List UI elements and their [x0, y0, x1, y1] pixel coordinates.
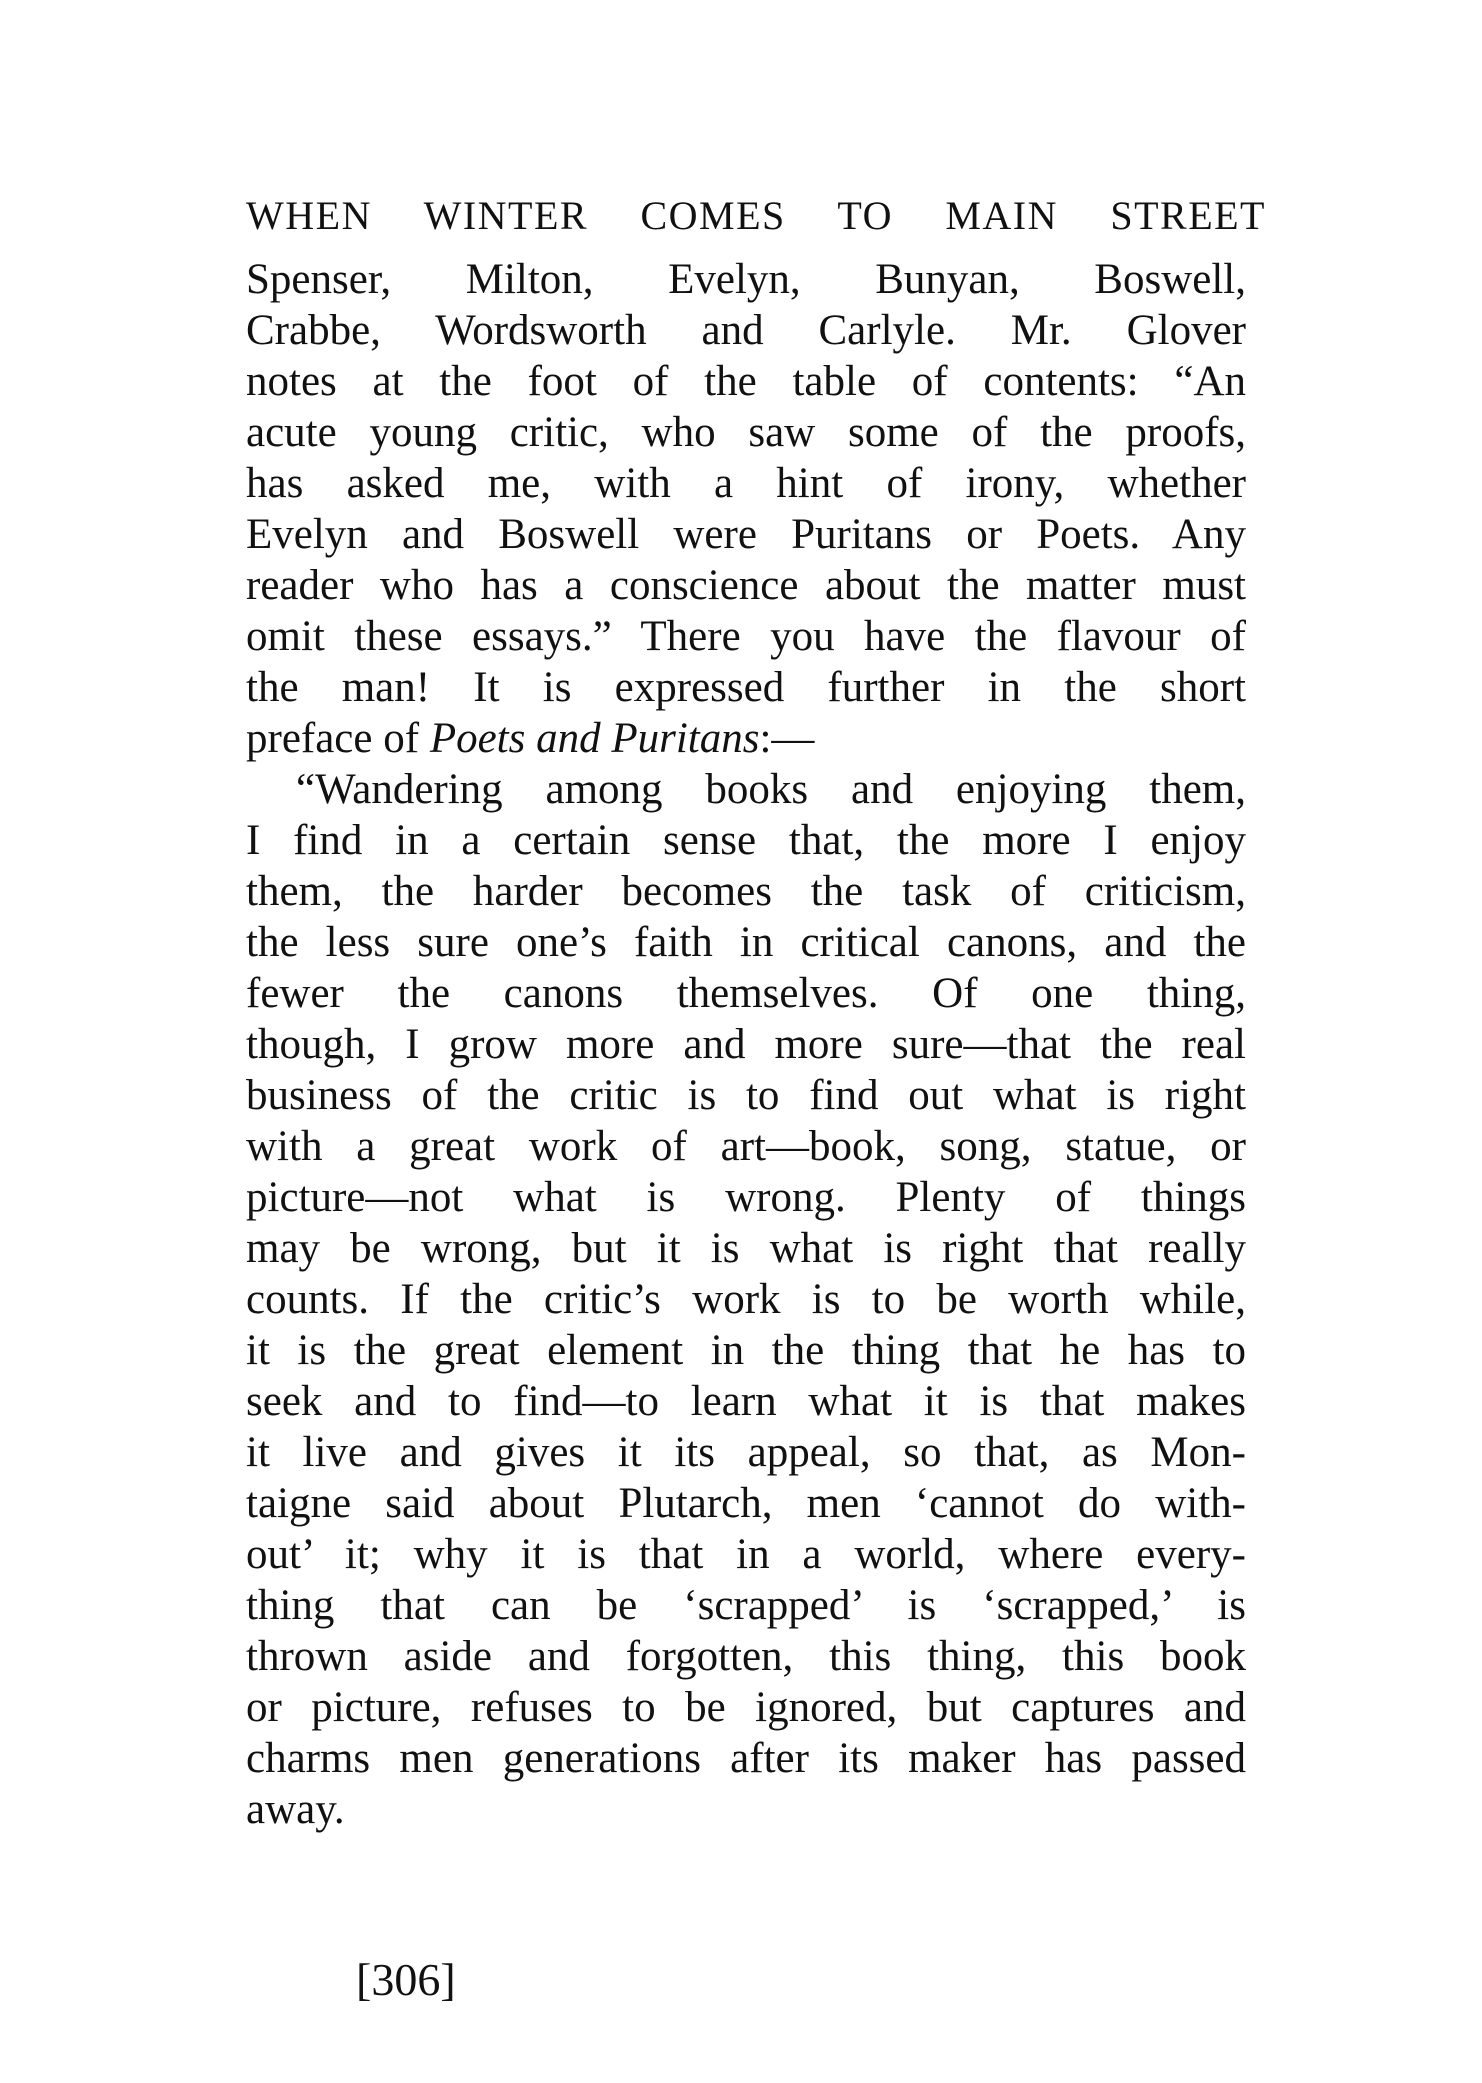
- preface-line: [246, 713, 1246, 764]
- quote-line: though, I grow more and more sure—that the real: [246, 1021, 1246, 1068]
- quote-line: “Wandering among books and enjoying them,: [296, 766, 1246, 813]
- page-number: [306]: [356, 1954, 456, 2005]
- text-line: acute young critic, who saw some of the proofs,: [246, 409, 1246, 456]
- quote-line: it live and gives it its appeal, so that, as Mon-: [246, 1429, 1246, 1476]
- text-line: reader who has a conscience about the matter must: [246, 562, 1246, 609]
- quote-line: counts. If the critic’s work is to be worth while,: [246, 1276, 1246, 1323]
- quote-line: thing that can be ‘scrapped’ is ‘scrapped,’ is: [246, 1582, 1246, 1629]
- body-text: [246, 254, 1246, 1835]
- preface-line-before: preface of: [246, 715, 430, 762]
- text-line: notes at the foot of the table of contents: “An: [246, 358, 1246, 405]
- quote-line: business of the critic is to find out what is right: [246, 1072, 1246, 1119]
- quote-line: away.: [246, 1786, 345, 1833]
- quote-line: taigne said about Plutarch, men ‘cannot do with-: [246, 1480, 1246, 1527]
- preface-line-after: :—: [759, 715, 815, 762]
- quote-line: may be wrong, but it is what is right that really: [246, 1225, 1246, 1272]
- text-line: Crabbe, Wordsworth and Carlyle. Mr. Glover: [246, 307, 1246, 354]
- quote-line: with a great work of art—book, song, statue, or: [246, 1123, 1246, 1170]
- text-line: has asked me, with a hint of irony, whether: [246, 460, 1246, 507]
- quote-line: I find in a certain sense that, the more I enjoy: [246, 817, 1246, 864]
- quote-line: fewer the canons themselves. Of one thing,: [246, 970, 1246, 1017]
- quote-line: the less sure one’s faith in critical canons, and the: [246, 919, 1246, 966]
- book-title: Poets and Puritans: [429, 715, 760, 762]
- quote-line: it is the great element in the thing that he has to: [246, 1327, 1246, 1374]
- text-line: the man! It is expressed further in the short: [246, 664, 1246, 711]
- text-line: Spenser, Milton, Evelyn, Bunyan, Boswell,: [246, 256, 1246, 303]
- quote-line: thrown aside and forgotten, this thing, this book: [246, 1633, 1246, 1680]
- quote-line: or picture, refuses to be ignored, but captures and: [246, 1684, 1246, 1731]
- running-head: WHEN WINTER COMES TO MAIN STREET: [246, 193, 1266, 238]
- quote-line: seek and to find—to learn what it is that makes: [246, 1378, 1246, 1425]
- quote-line: them, the harder becomes the task of criticism,: [246, 868, 1246, 915]
- text-line: omit these essays.” There you have the flavour of: [246, 613, 1246, 660]
- quote-line: charms men generations after its maker has passed: [246, 1735, 1246, 1782]
- quote-line: picture—not what is wrong. Plenty of things: [246, 1174, 1246, 1221]
- quote-line: out’ it; why it is that in a world, where every-: [246, 1531, 1246, 1578]
- text-line: Evelyn and Boswell were Puritans or Poets. Any: [246, 511, 1246, 558]
